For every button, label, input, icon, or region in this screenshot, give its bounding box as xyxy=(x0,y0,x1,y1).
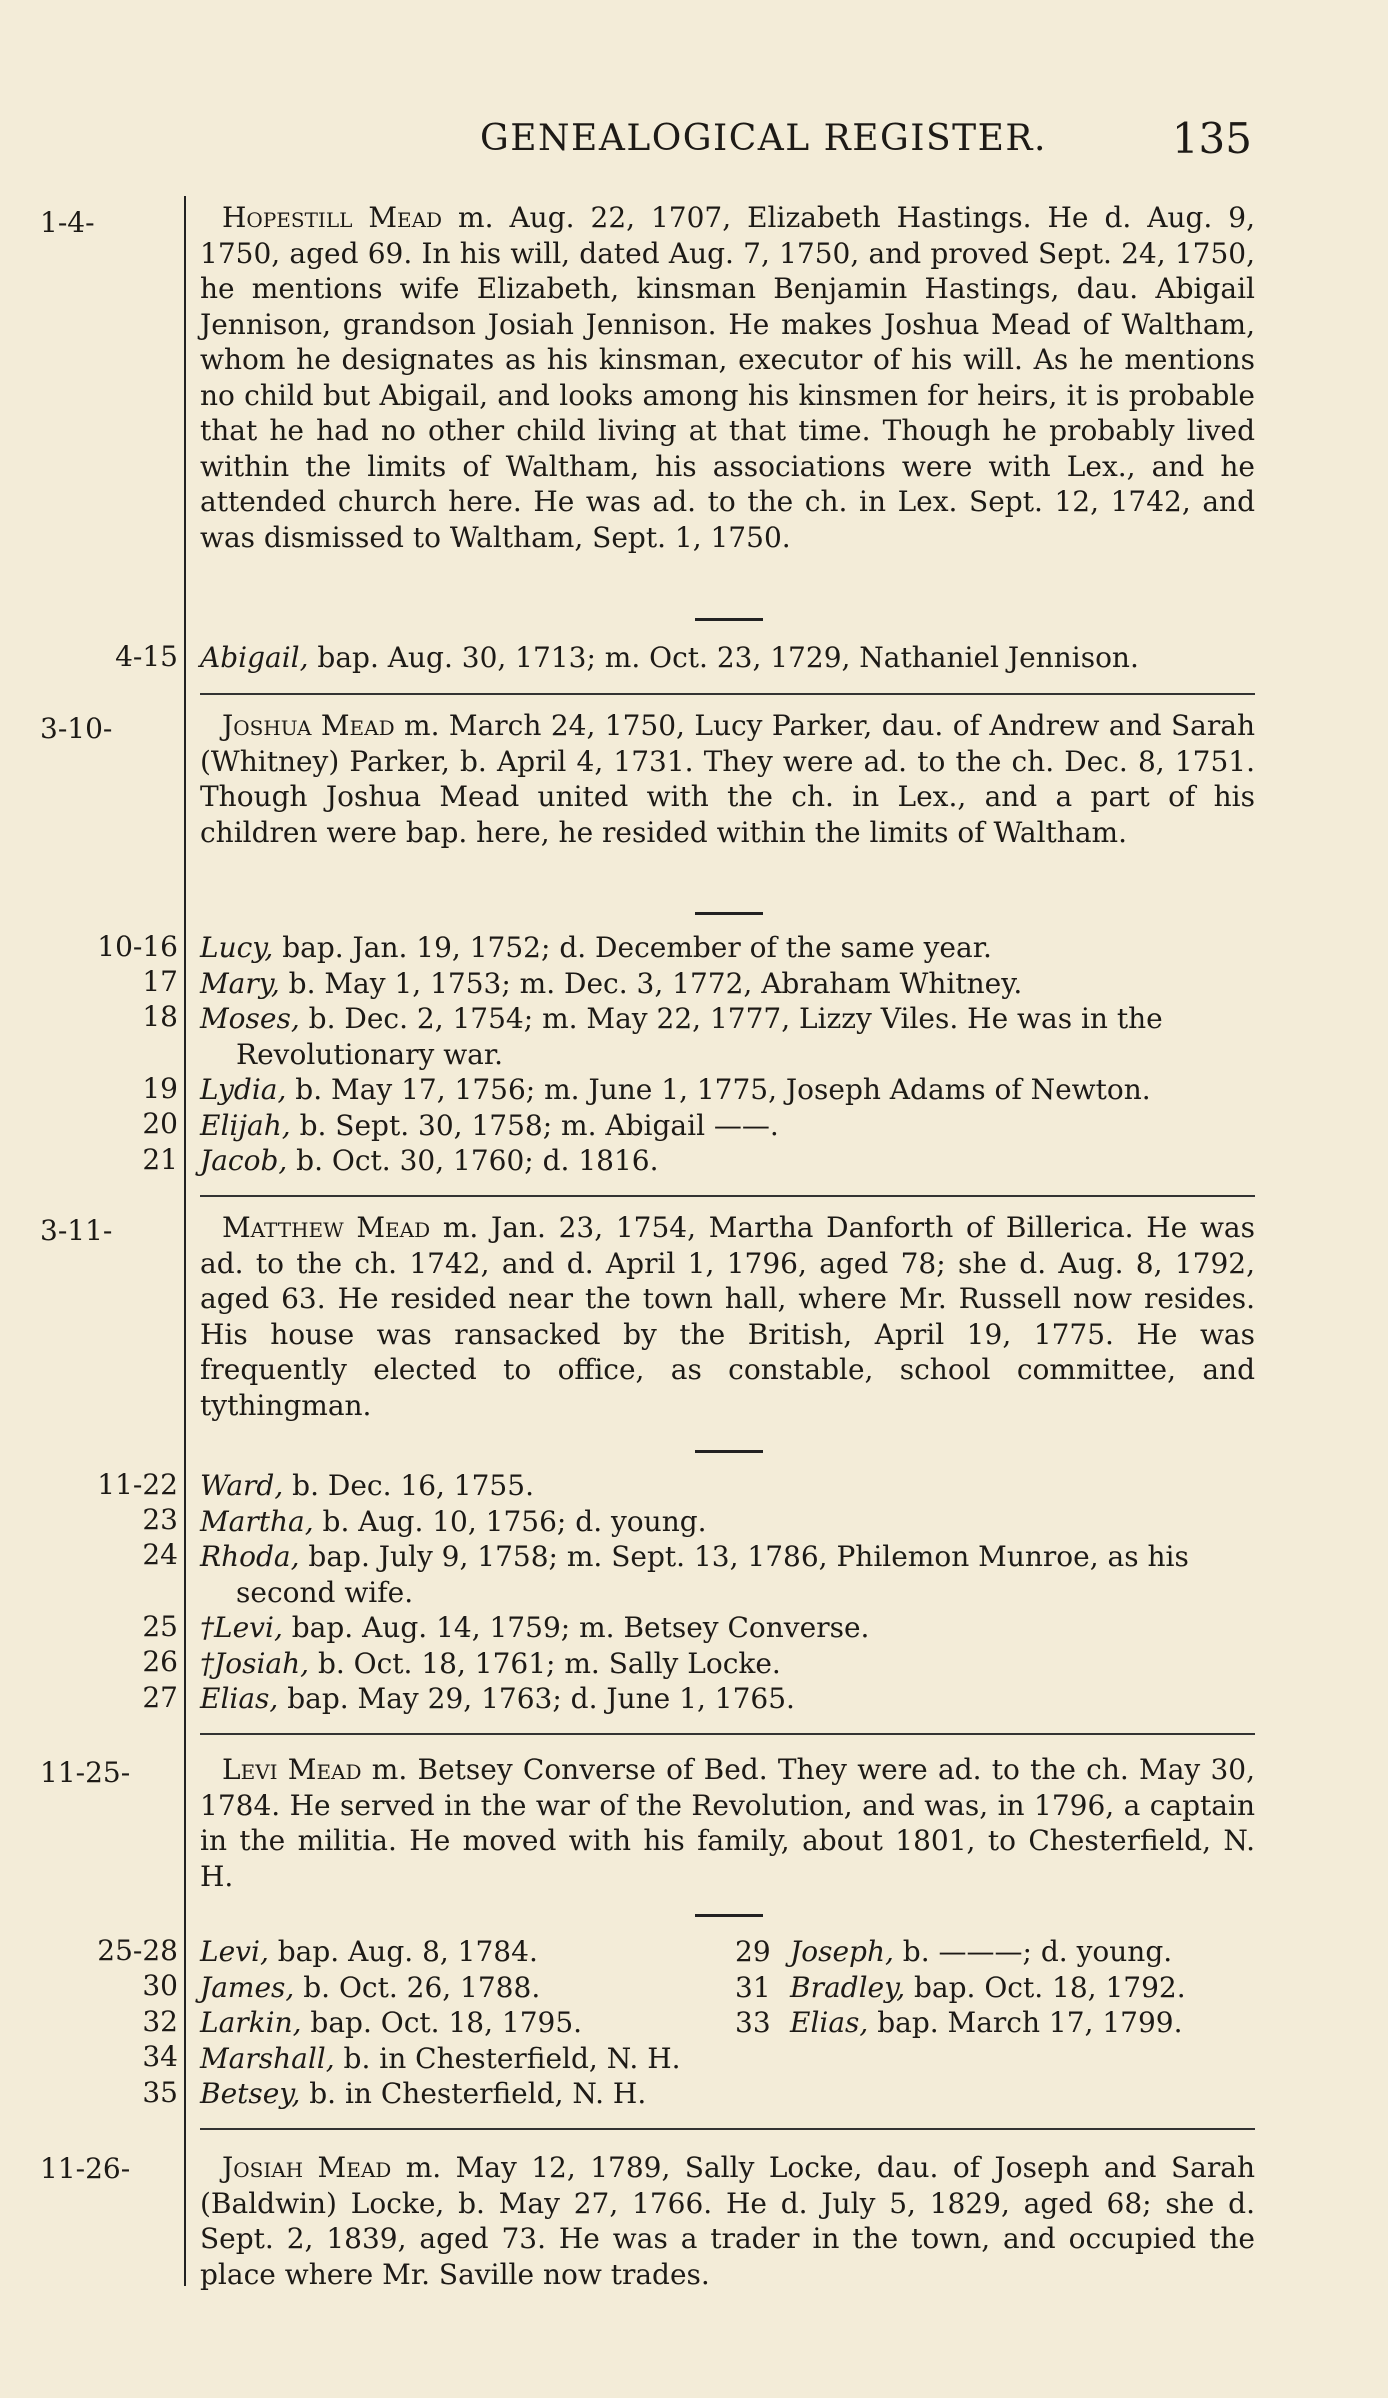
entry-ref: 3-11- xyxy=(40,1214,113,1247)
child-entry xyxy=(200,1539,1255,1610)
child-entry xyxy=(200,2076,681,2112)
short-rule xyxy=(695,618,763,621)
section-divider xyxy=(200,2128,1255,2130)
children-right-column xyxy=(735,1934,1186,2041)
child-num: 21 xyxy=(142,1143,178,1176)
child-name: Elias, xyxy=(200,1682,279,1715)
child-num: 20 xyxy=(142,1107,178,1140)
child-entry xyxy=(735,2005,1186,2041)
child-num: 19 xyxy=(142,1072,178,1105)
child-name: Martha, xyxy=(200,1504,314,1538)
child-entry xyxy=(200,640,1255,676)
child-entry xyxy=(200,1970,681,2006)
child-num: 10-16 xyxy=(97,930,178,963)
child-num: 32 xyxy=(142,2005,178,2038)
child-num: 25-28 xyxy=(97,1934,178,1967)
child-entry xyxy=(200,1143,1255,1179)
running-title: GENEALOGICAL REGISTER. xyxy=(480,118,1047,159)
entry-name: Levi Mead xyxy=(222,1753,362,1786)
entry-name: Josiah Mead xyxy=(222,2151,392,2184)
child-text: b. in Chesterfield, N. H. xyxy=(300,2077,647,2110)
child-name: †Levi, xyxy=(200,1611,283,1644)
child-name: Levi, xyxy=(200,1935,269,1968)
entry-text: m. Aug. 22, 1707, Elizabeth Hastings. He d. Aug. 9, 1750, aged 69. In his will, dated Aug. 7, 1750, and proved Sept. 24, 1750, he mentions wife Elizabeth, kinsman Benjamin Hastings, dau. Abigail Jennison, grandson Josiah Jennison. He makes Joshua Mead of Waltham, whom he designates as his kinsman, executor of his will. As he mentions no child but Abigail, and looks among his kinsmen for heirs, it is probable that he had no other child living at that time. Though he probably lived within the limits of Waltham, his associations were with Lex., and he attended church here. He was ad. to the ch. in Lex. Sept. 12, 1742, and was dismissed to Waltham, Sept. 1, 1750. xyxy=(200,201,1255,554)
section-divider xyxy=(200,693,1255,695)
child-name: James, xyxy=(200,1970,295,2004)
child-entry xyxy=(735,1934,1186,1970)
entry-levi xyxy=(200,1752,1255,1894)
child-name: Abigail, xyxy=(200,641,309,674)
child-entry xyxy=(200,2041,681,2077)
child-text: b. Oct. 26, 1788. xyxy=(294,1970,541,2004)
child-name: Elijah, xyxy=(200,1108,291,1142)
child-text: b. Oct. 18, 1761; m. Sally Locke. xyxy=(309,1646,781,1680)
child-text: bap. Oct. 18, 1792. xyxy=(905,1970,1186,2004)
child-text: b. Oct. 30, 1760; d. 1816. xyxy=(287,1144,659,1177)
child-text: bap. Aug. 30, 1713; m. Oct. 23, 1729, Nathaniel Jennison. xyxy=(308,641,1139,674)
child-text: bap. Aug. 14, 1759; m. Betsey Converse. xyxy=(282,1611,870,1644)
entry-name: Joshua Mead xyxy=(222,709,395,742)
short-rule xyxy=(695,912,763,915)
child-num: 31 xyxy=(735,1970,771,2004)
child-name: Joseph, xyxy=(790,1935,894,1968)
child-name: Elias, xyxy=(790,2006,869,2039)
entry-ref: 11-26- xyxy=(40,2152,131,2185)
child-text: b. May 1, 1753; m. Dec. 3, 1772, Abraham Whitney. xyxy=(279,966,1023,1000)
entry-text: m. March 24, 1750, Lucy Parker, dau. of Andrew and Sarah (Whitney) Parker, b. April 4, 1731. They were ad. to the ch. Dec. 8, 1751. Though Joshua Mead united with the ch. in Lex., and a part of his children were bap. here, he resided within the limits of Waltham. xyxy=(200,709,1255,849)
running-header xyxy=(470,114,1260,178)
entry-text: m. Jan. 23, 1754, Martha Danforth of Billerica. He was ad. to the ch. 1742, and d. April 1, 1796, aged 78; she d. Aug. 8, 1792, aged 63. He resided near the town hall, where Mr. Russell now resides. His house was ransacked by the British, April 19, 1775. He was frequently elected to office, as constable, school committee, and tythingman. xyxy=(200,1211,1255,1422)
child-text: b. Dec. 2, 1754; m. May 22, 1777, Lizzy Viles. He was in the Revolutionary war. xyxy=(236,1002,1163,1071)
child-name: Larkin, xyxy=(200,2006,302,2039)
page-number: 135 xyxy=(1171,114,1252,163)
short-rule xyxy=(695,1914,763,1917)
child-name: Bradley, xyxy=(790,1970,906,2004)
child-entry xyxy=(200,1468,1255,1504)
entry-ref: 3-10- xyxy=(40,712,113,745)
child-text: b. in Chesterfield, N. H. xyxy=(334,2041,681,2075)
section-divider xyxy=(200,1733,1255,1735)
child-num: 35 xyxy=(142,2076,178,2109)
short-rule xyxy=(695,1450,763,1453)
child-text: b. ———; d. young. xyxy=(893,1935,1173,1968)
children-left-column xyxy=(200,1934,681,2112)
child-num: 34 xyxy=(142,2040,178,2073)
child-name: Lucy, xyxy=(200,931,274,964)
child-name: Betsey, xyxy=(200,2077,301,2110)
child-name: Ward, xyxy=(200,1469,284,1502)
entry-name: Hopestill Mead xyxy=(222,201,443,234)
child-num: 25 xyxy=(142,1610,178,1643)
entry-joshua xyxy=(200,708,1255,850)
entry-ref: 1-4- xyxy=(40,206,95,239)
entry-josiah xyxy=(200,2150,1255,2292)
child-entry xyxy=(200,1934,681,1970)
child-num: 26 xyxy=(142,1645,178,1678)
child-entry xyxy=(200,1504,1255,1540)
entry-ref: 11-25- xyxy=(40,1756,131,1789)
child-name: Rhoda, xyxy=(200,1540,300,1573)
child-num: 11-22 xyxy=(97,1468,178,1501)
child-entry xyxy=(200,1072,1255,1108)
child-text: b. Aug. 10, 1756; d. young. xyxy=(313,1504,707,1538)
child-name: Jacob, xyxy=(200,1144,288,1177)
child-num: 23 xyxy=(142,1503,178,1536)
child-entry xyxy=(200,1610,1255,1646)
entry-text: m. Betsey Converse of Bed. They were ad. to the ch. May 30, 1784. He served in the war of the Revolution, and was, in 1796, a captain in the militia. He moved with his family, about 1801, to Chesterfield, N. H. xyxy=(200,1753,1256,1893)
child-entry xyxy=(200,1646,1255,1682)
child-text: bap. Jan. 19, 1752; d. December of the same year. xyxy=(273,931,992,964)
child-num: 24 xyxy=(142,1538,178,1571)
child-text: bap. Oct. 18, 1795. xyxy=(301,2006,583,2039)
entry-hopestill xyxy=(200,200,1255,555)
entry-matthew xyxy=(200,1210,1255,1423)
children-list xyxy=(200,930,1255,1179)
child-text: bap. July 9, 1758; m. Sept. 13, 1786, Philemon Munroe, as his second wife. xyxy=(236,1540,1189,1609)
child-name: Lydia, xyxy=(200,1073,287,1106)
child-num: 4-15 xyxy=(115,640,178,673)
child-name: Marshall, xyxy=(200,2041,335,2075)
entry-name: Matthew Mead xyxy=(222,1211,431,1244)
child-text: bap. May 29, 1763; d. June 1, 1765. xyxy=(278,1682,795,1715)
children-list xyxy=(200,1468,1255,1717)
child-num: 27 xyxy=(142,1681,178,1714)
child-text: bap. Aug. 8, 1784. xyxy=(268,1935,538,1968)
entry-text: m. May 12, 1789, Sally Locke, dau. of Joseph and Sarah (Baldwin) Locke, b. May 27, 1766. He d. July 5, 1829, aged 68; she d. Sept. 2, 1839, aged 73. He was a trader in the town, and occupied the place where Mr. Saville now trades. xyxy=(200,2151,1255,2291)
child-entry xyxy=(200,2005,681,2041)
section-divider xyxy=(200,1195,1255,1197)
child-entry xyxy=(200,930,1255,966)
child-entry xyxy=(200,1681,1255,1717)
margin-rule xyxy=(184,196,186,2286)
child-num: 17 xyxy=(142,965,178,998)
child-name: Moses, xyxy=(200,1002,300,1035)
child-num: 33 xyxy=(735,2006,771,2039)
child-name: †Josiah, xyxy=(200,1646,310,1680)
child-text: b. Dec. 16, 1755. xyxy=(283,1469,534,1502)
child-num: 30 xyxy=(142,1969,178,2002)
child-text: bap. March 17, 1799. xyxy=(868,2006,1183,2039)
child-entry xyxy=(200,966,1255,1002)
child-entry xyxy=(735,1970,1186,2006)
child-text: b. May 17, 1756; m. June 1, 1775, Joseph Adams of Newton. xyxy=(286,1073,1151,1106)
child-num: 18 xyxy=(142,1000,178,1033)
child-entry xyxy=(200,1108,1255,1144)
child-text: b. Sept. 30, 1758; m. Abigail ——. xyxy=(290,1108,779,1142)
child-entry xyxy=(200,1001,1255,1072)
child-num: 29 xyxy=(735,1935,771,1968)
child-name: Mary, xyxy=(200,966,280,1000)
